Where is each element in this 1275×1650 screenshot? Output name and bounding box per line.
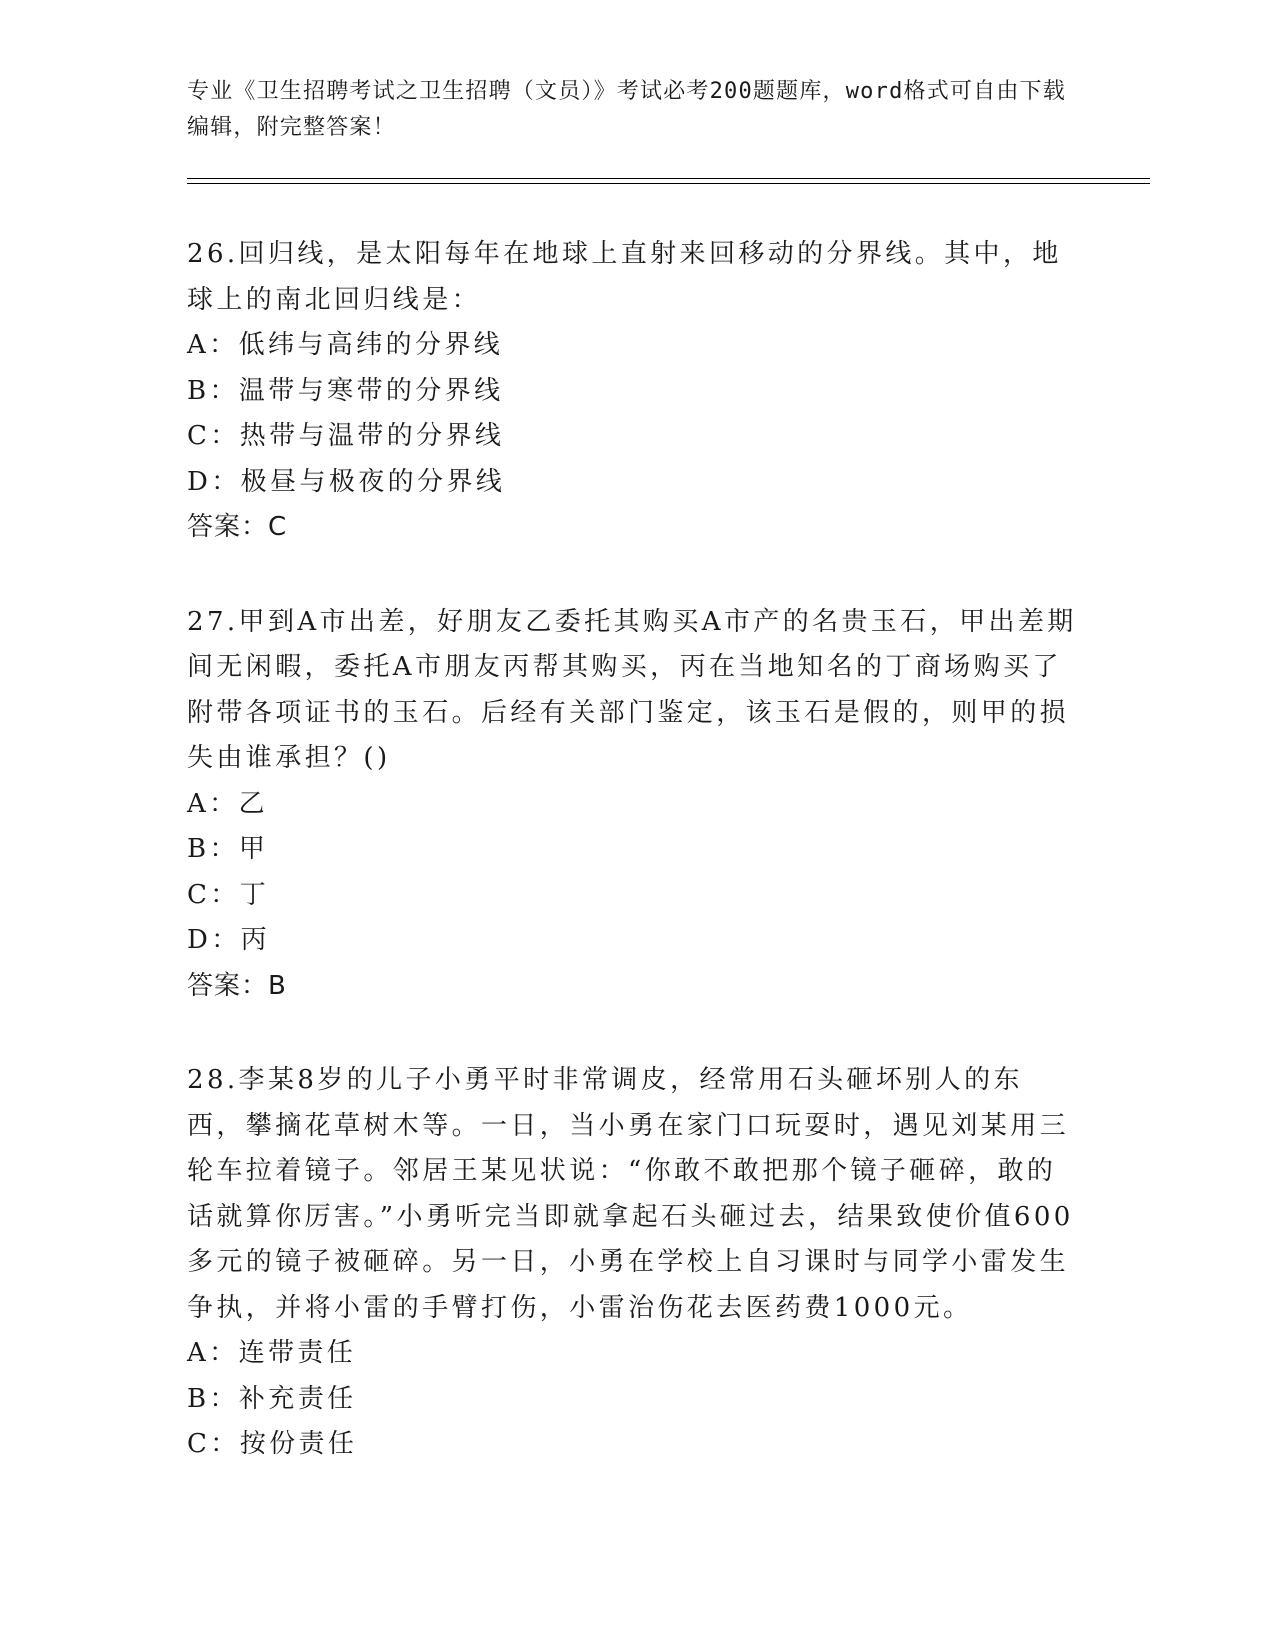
option-d: D：丙 [187, 925, 271, 955]
option-a: A：低纬与高纬的分界线 [187, 330, 504, 360]
question-text: 27.甲到A市出差，好朋友乙委托其购买A市产的名贵玉石，甲出差期间无闲暇，委托A市朋友丙帮其购买，丙在当地知名的丁商场购买了附带各项证书的玉石。后经有关部门鉴定，该玉石是假的，则甲的损失由谁承担？() [187, 606, 1077, 773]
answer-label: 答案：C [187, 512, 288, 542]
option-b: B：甲 [187, 834, 269, 864]
question-27 [187, 600, 1077, 1010]
document-header: 专业《卫生招聘考试之卫生招聘（文员）》考试必考200题题库，word格式可自由下载编辑，附完整答案！ [187, 79, 1066, 140]
option-c: C：热带与温带的分界线 [187, 421, 505, 451]
answer-label: 答案：B [187, 970, 287, 1001]
option-d: D：极昼与极夜的分界线 [187, 466, 506, 497]
question-28 [187, 1058, 1077, 1468]
question-text: 28.李某8岁的儿子小勇平时非常调皮，经常用石头砸坏别人的东西，攀摘花草树木等。一日，当小勇在家门口玩耍时，遇见刘某用三轮车拉着镜子。邻居王某见状说：“你敢不敢把那个镜子砸碎，敢的话就算你厉害。”小勇听完当即就拿起石头砸过去，结果致使价值600多元的镜子被砸碎。另一日，小勇在学校上自习课时与同学小雷发生争执，并将小雷的手臂打伤，小雷治伤花去医药费1000元。 [187, 1065, 1074, 1323]
question-text: 26.回归线，是太阳每年在地球上直射来回移动的分界线。其中，地球上的南北回归线是： [187, 239, 1062, 315]
header-divider-top [187, 178, 1150, 179]
option-c: C：丁 [187, 879, 270, 910]
option-b: B：温带与寒带的分界线 [187, 375, 504, 406]
header-divider-bottom [187, 183, 1150, 184]
option-a: A：乙 [187, 788, 268, 819]
question-26 [187, 232, 1077, 551]
option-a: A：连带责任 [187, 1338, 357, 1368]
question-list [187, 232, 1077, 1517]
option-c: C：按份责任 [187, 1429, 358, 1459]
option-b: B：补充责任 [187, 1383, 357, 1414]
